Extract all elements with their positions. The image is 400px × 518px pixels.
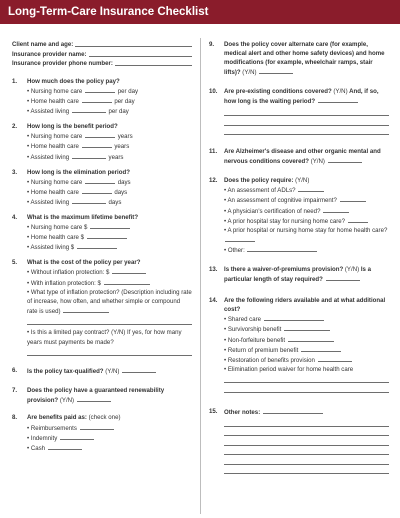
answer-line[interactable]	[224, 427, 389, 437]
question-10	[209, 87, 389, 135]
answer-blank[interactable]	[63, 306, 109, 313]
list-item: • Restoration of benefits provision	[224, 355, 389, 365]
phone-field	[12, 59, 192, 68]
answer-blank[interactable]	[82, 141, 112, 148]
list-item: • With inflation protection: $	[27, 278, 192, 288]
question-number: 3.	[12, 168, 18, 176]
answer-blank[interactable]	[48, 443, 82, 450]
list-item: • Home health care days	[27, 188, 128, 196]
question-number: 15.	[209, 407, 218, 415]
answer-blank[interactable]	[247, 245, 317, 252]
list-item: • Return of premium benefit	[224, 345, 389, 355]
question-title: What is the maximum lifetime benefit?	[27, 214, 139, 222]
question-14	[209, 296, 389, 393]
question-number: 8.	[12, 414, 18, 422]
question-12	[209, 176, 389, 255]
question-title: Does the policy cover alternate care (for example, medical alert and other home safety devices) and home modifications (for example, wheelchair ramps, stair lifts)? (Y/N)	[224, 41, 385, 77]
client-blank[interactable]	[75, 46, 192, 47]
answer-blank[interactable]	[264, 314, 324, 321]
question-8	[12, 413, 192, 452]
list-item: • Shared care	[224, 314, 389, 324]
answer-blank[interactable]	[225, 235, 255, 242]
question-number: 10.	[209, 88, 218, 96]
question-title: Are the following riders available and at what additional cost?	[224, 297, 386, 314]
page-header	[0, 0, 400, 24]
answer-blank[interactable]	[77, 395, 111, 402]
answer-line[interactable]	[224, 465, 389, 475]
list-item: • An assessment of cognitive impairment?	[224, 195, 389, 205]
answer-line[interactable]	[224, 436, 389, 446]
answer-line[interactable]	[224, 417, 389, 427]
question-number: 11.	[209, 148, 218, 156]
question-title: Does the policy have a guaranteed renewability provision? (Y/N)	[27, 387, 165, 405]
question-7	[12, 386, 192, 405]
question-6	[12, 366, 192, 376]
question-title: Other notes:	[224, 407, 389, 417]
answer-line[interactable]	[224, 455, 389, 465]
answer-blank[interactable]	[87, 232, 127, 239]
answer-blank[interactable]	[348, 216, 368, 223]
question-number: 6.	[12, 367, 18, 375]
list-item: • Nursing home care years	[27, 133, 133, 141]
question-11	[209, 147, 389, 166]
answer-blank[interactable]	[301, 345, 341, 352]
answer-blank[interactable]	[90, 222, 130, 229]
question-number: 14.	[209, 297, 218, 305]
list-item: • A prior hospital or nursing home stay for home health care?	[224, 226, 389, 245]
list-item: • Cash	[27, 443, 192, 453]
question-title: Are pre-existing conditions covered? (Y/N) And, if so, how long is the waiting period?	[224, 88, 379, 106]
answer-blank[interactable]	[85, 131, 115, 138]
answer-blank[interactable]	[85, 86, 115, 93]
list-item: • Reimbursements	[27, 423, 192, 433]
list-item: • Without inflation protection: $	[27, 267, 192, 277]
left-column	[12, 40, 192, 453]
answer-line[interactable]	[224, 446, 389, 456]
question-title: What is the cost of the policy per year?	[27, 259, 141, 267]
answer-blank[interactable]	[340, 195, 366, 202]
question-number: 9.	[209, 41, 215, 48]
question-number: 1.	[12, 77, 18, 85]
right-column	[209, 40, 389, 474]
question-3	[12, 168, 192, 207]
answer-blank[interactable]	[60, 433, 94, 440]
client-label: Client name and age:	[12, 41, 74, 49]
question-number: 12.	[209, 177, 218, 185]
client-field	[12, 40, 192, 49]
answer-line[interactable]	[224, 374, 389, 384]
list-item: • A prior hospital stay for nursing home care?	[224, 216, 389, 226]
question-title: Are Alzheimer's disease and other organic mental and nervous conditions covered? (Y/N)	[224, 148, 381, 166]
answer-line[interactable]	[224, 383, 389, 393]
provider-label: Insurance provider name:	[12, 50, 87, 58]
list-item: • A physician's certification of need?	[224, 206, 389, 216]
list-item: • What type of inflation protection? (Description including rate of increase, how often, and whether simple or compound rate is used)	[27, 288, 192, 315]
question-15	[209, 407, 389, 474]
list-item: • Assisted living days	[27, 198, 122, 206]
question-title: Does the policy require: (Y/N)	[224, 177, 310, 185]
question-title: How much does the policy pay?	[27, 77, 120, 85]
answer-blank[interactable]	[82, 96, 112, 103]
answer-line[interactable]	[224, 126, 389, 136]
answer-blank[interactable]	[284, 324, 330, 331]
answer-blank[interactable]	[318, 96, 358, 103]
question-1	[12, 77, 192, 116]
answer-blank[interactable]	[77, 242, 117, 249]
answer-line[interactable]	[27, 347, 192, 357]
answer-blank[interactable]	[72, 106, 106, 113]
question-2	[12, 122, 192, 161]
answer-blank[interactable]	[112, 267, 146, 274]
question-title: How long is the benefit period?	[27, 123, 118, 131]
answer-blank[interactable]	[259, 67, 293, 74]
answer-blank[interactable]	[298, 185, 324, 192]
question-title: Are benefits paid as: (check one)	[27, 414, 121, 422]
question-title: Is there a waiver-of-premiums provision? (Y/N) Is a particular length of stay required?	[224, 266, 371, 284]
list-item: • Home health care per day	[27, 98, 135, 106]
answer-blank[interactable]	[288, 335, 334, 342]
list-item: • Nursing home care per day	[27, 87, 139, 95]
list-item: • Assisted living years	[27, 153, 124, 161]
answer-line[interactable]	[224, 116, 389, 126]
list-item: • Other:	[224, 245, 389, 255]
list-item: • Assisted living per day	[27, 108, 129, 116]
question-5	[12, 258, 192, 356]
answer-blank[interactable]	[263, 407, 323, 414]
question-number: 13.	[209, 266, 218, 273]
list-item: • Survivorship benefit	[224, 324, 389, 334]
list-item: • Elimination period waiver for home health care	[224, 365, 354, 373]
answer-blank[interactable]	[104, 278, 150, 285]
list-item: • Nursing home care days	[27, 178, 131, 186]
list-item: • An assessment of ADLs?	[224, 185, 389, 195]
list-item: • Non-forfeiture benefit	[224, 335, 389, 345]
answer-blank[interactable]	[72, 152, 106, 159]
question-number: 7.	[12, 387, 18, 395]
list-item: • Is this a limited pay contract? (Y/N) If yes, for how many years must payments be made?	[27, 329, 182, 346]
question-number: 5.	[12, 259, 18, 267]
answer-blank[interactable]	[80, 423, 114, 430]
column-divider	[200, 38, 201, 514]
answer-line[interactable]	[27, 316, 192, 326]
answer-blank[interactable]	[323, 206, 349, 213]
checklist-page	[0, 24, 400, 518]
list-item: • Assisted living $	[27, 242, 192, 252]
list-item: • Indemnity	[27, 433, 192, 443]
question-number: 4.	[12, 214, 18, 222]
question-4	[12, 213, 192, 252]
question-13	[209, 265, 389, 284]
answer-blank[interactable]	[326, 274, 360, 281]
list-item: • Nursing home care $	[27, 222, 192, 232]
phone-label: Insurance provider phone number:	[12, 59, 113, 67]
list-item: • Home health care $	[27, 232, 192, 242]
answer-blank[interactable]	[82, 187, 112, 194]
answer-blank[interactable]	[328, 156, 362, 163]
provider-blank[interactable]	[89, 56, 192, 57]
question-9	[209, 40, 389, 77]
list-item: • Home health care years	[27, 143, 130, 151]
answer-blank[interactable]	[122, 366, 156, 373]
phone-blank[interactable]	[115, 65, 192, 66]
answer-blank[interactable]	[85, 177, 115, 184]
answer-blank[interactable]	[72, 197, 106, 204]
question-title: How long is the elimination period?	[27, 168, 130, 176]
question-number: 2.	[12, 123, 18, 131]
provider-field	[12, 49, 192, 58]
question-title: Is the policy tax-qualified? (Y/N)	[27, 366, 192, 376]
answer-blank[interactable]	[318, 355, 352, 362]
answer-line[interactable]	[224, 107, 389, 117]
page-title: Long-Term-Care Insurance Checklist	[8, 6, 209, 18]
